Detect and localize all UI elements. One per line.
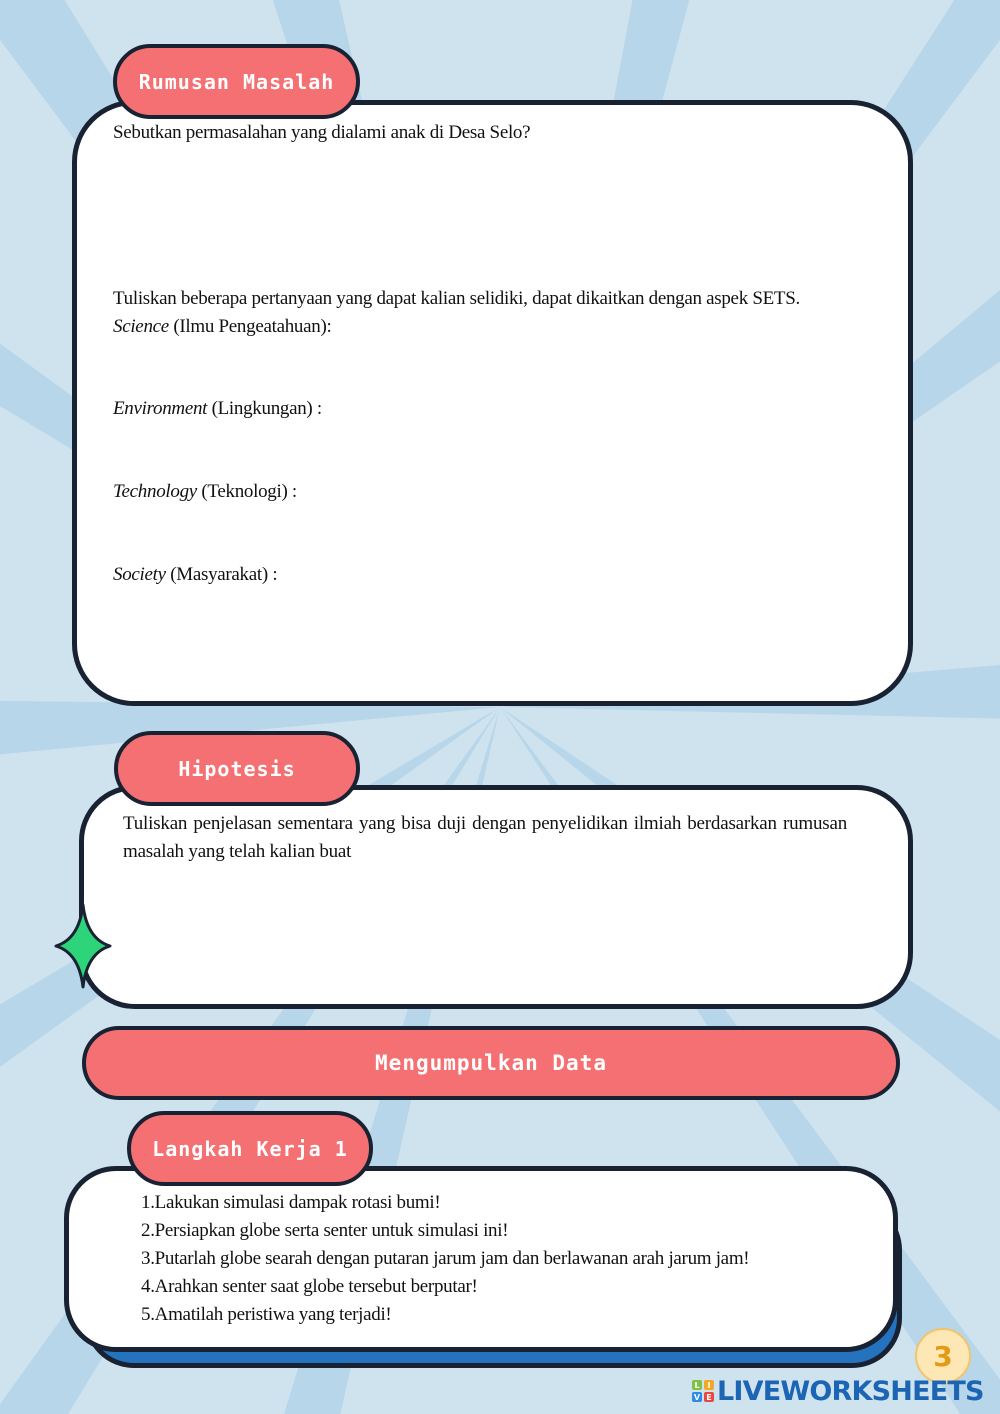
icon-letter-v: V (693, 1393, 701, 1402)
step-number: 5. (141, 1304, 155, 1325)
icon-letter-l: L (694, 1381, 700, 1390)
list-item (141, 1245, 749, 1273)
liveworksheets-brand-text: LIVEWORKSHEETS (717, 1375, 984, 1407)
liveworksheets-grid-icon (692, 1380, 714, 1402)
icon-letter-e: E (706, 1393, 712, 1402)
aspect-environment-label: (Lingkungan) : (207, 398, 322, 419)
aspect-environment-term: Environment (113, 398, 208, 419)
page-number-badge: 3 (915, 1328, 971, 1384)
step-text: Amatilah peristiwa yang terjadi! (154, 1304, 392, 1325)
list-item (141, 1273, 749, 1301)
step-text: Lakukan simulasi dampak rotasi bumi! (154, 1192, 441, 1213)
list-item (141, 1189, 749, 1217)
step-number: 1. (141, 1192, 155, 1213)
aspect-science (113, 316, 331, 338)
step-text: Persiapkan globe serta senter untuk simulasi ini! (154, 1220, 509, 1241)
aspect-technology-label: (Teknologi) : (196, 481, 297, 502)
hipotesis-instruction: Tuliskan penjelasan sementara yang bisa duji dengan penyelidikan ilmiah berdasarkan rumusan masalah yang telah kalian buat (123, 813, 847, 862)
aspect-science-term: Science (113, 316, 169, 337)
hipotesis-title: Hipotesis (114, 731, 360, 806)
rumusan-masalah-title: Rumusan Masalah (113, 44, 360, 119)
list-item (141, 1217, 749, 1245)
aspect-society-label: (Masyarakat) : (165, 564, 278, 585)
rumusan-instruction: Tuliskan beberapa pertanyaan yang dapat kalian selidiki, dapat dikaitkan dengan aspek SETS. (113, 288, 800, 309)
step-number: 3. (141, 1248, 155, 1269)
list-item (141, 1301, 749, 1329)
aspect-environment (113, 398, 322, 420)
aspect-technology (113, 481, 297, 503)
step-text: Arahkan senter saat globe tersebut berputar! (154, 1276, 478, 1297)
aspect-society (113, 564, 277, 586)
aspect-technology-term: Technology (113, 481, 197, 502)
liveworksheets-logo[interactable] (692, 1375, 984, 1407)
langkah-kerja-steps (141, 1189, 749, 1329)
aspect-science-label: (Ilmu Pengeatahuan): (168, 316, 332, 337)
step-number: 4. (141, 1276, 155, 1297)
sparkle-icon (54, 903, 112, 989)
step-number: 2. (141, 1220, 155, 1241)
aspect-society-term: Society (113, 564, 166, 585)
rumusan-question: Sebutkan permasalahan yang dialami anak di Desa Selo? (113, 122, 531, 143)
step-text: Putarlah globe searah dengan putaran jarum jam dan berlawanan arah jarum jam! (154, 1248, 750, 1269)
icon-letter-i: I (707, 1381, 711, 1390)
mengumpulkan-data-banner: Mengumpulkan Data (82, 1026, 900, 1100)
langkah-kerja-title: Langkah Kerja 1 (127, 1111, 373, 1186)
